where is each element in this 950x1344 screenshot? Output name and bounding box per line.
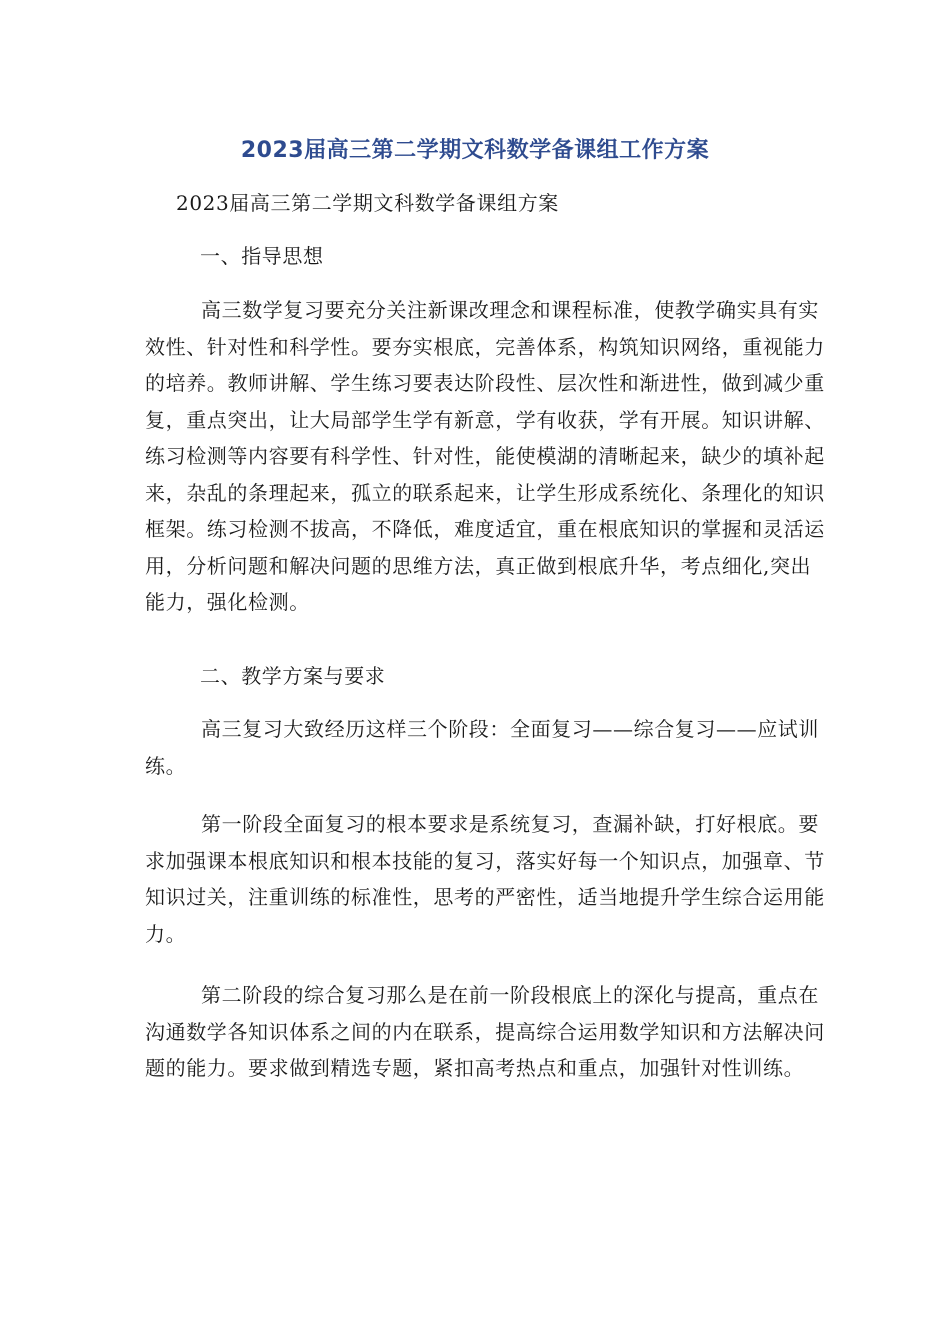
section-heading-teaching-plan: 二、教学方案与要求 [200, 664, 386, 688]
paragraph: 第二阶段的综合复习那么是在前一阶段根底上的深化与提高，重点在沟通数学各知识体系之间的内在联系，提高综合运用数学知识和方法解决问题的能力。要求做到精选专题，紧扣高考热点和重点，加强针对性训练。 [145, 983, 825, 1080]
paragraph: 高三数学复习要充分关注新课改理念和课程标准，使教学确实具有实效性、针对性和科学性。要夯实根底，完善体系，构筑知识网络，重视能力的培养。教师讲解、学生练习要表达阶段性、层次性和渐进性，做到减少重复，重点突出，让大局部学生学有新意，学有收获，学有开展。知识讲解、练习检测等内容要有科学性、针对性，能使模湖的清晰起来，缺少的填补起来，杂乱的条理起来，孤立的联系起来，让学生形成系统化、条理化的知识框架。练习检测不拔高，不降低，难度适宜，重在根底知识的掌握和灵活运用，分析问题和解决问题的思维方法，真正做到根底升华，考点细化,突出能力，强化检测。 [145, 298, 825, 614]
section-paragraph-stage-one [145, 806, 825, 952]
section-paragraph-guiding-thought [145, 292, 825, 621]
document-title: 2023届高三第二学期文科数学备课组工作方案 [240, 138, 710, 163]
section-paragraph-stages [145, 711, 825, 784]
section-paragraph-stage-two [145, 977, 825, 1087]
paragraph: 高三复习大致经历这样三个阶段：全面复习——综合复习——应试训练。 [145, 717, 819, 778]
section-heading-guiding-thought: 一、指导思想 [200, 244, 324, 268]
document-subtitle: 2023届高三第二学期文科数学备课组方案 [176, 191, 559, 215]
paragraph: 第一阶段全面复习的根本要求是系统复习，查漏补缺，打好根底。要求加强课本根底知识和根本技能的复习，落实好每一个知识点，加强章、节知识过关，注重训练的标准性，思考的严密性，适当地提升学生综合运用能力。 [145, 812, 825, 946]
